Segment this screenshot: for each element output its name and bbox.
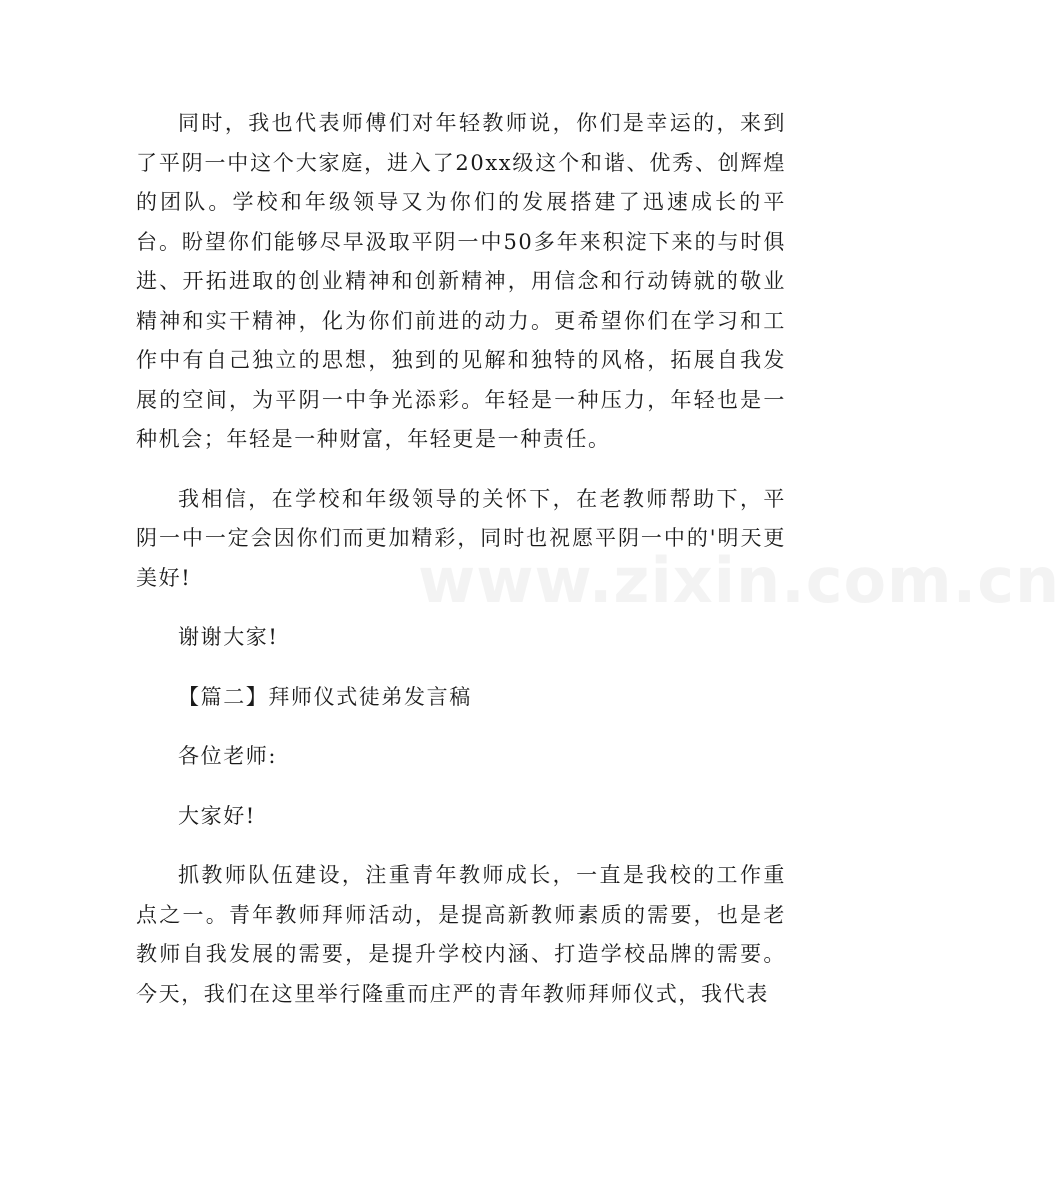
closing-thanks: 谢谢大家!: [178, 625, 279, 649]
section-heading: 【篇二】拜师仪式徒弟发言稿: [178, 684, 472, 709]
paragraph-1: 同时，我也代表师傅们对年轻教师说，你们是幸运的，来到了平阴一中这个大家庭，进入了20xx级这个和谐、优秀、创辉煌的团队。学校和年级领导又为你们的发展搭建了迅速成长的平台。盼望你们能够尽早汲取平阴一中50多年来积淀下来的与时俱进、开拓进取的创业精神和创新精神，用信念和行动铸就的敬业精神和实干精神，化为你们前进的动力。更希望你们在学习和工作中有自己独立的思想，独到的见解和独特的风格，拓展自我发展的空间，为平阴一中争光添彩。年轻是一种压力，年轻也是一种机会；年轻是一种财富，年轻更是一种责任。: [136, 111, 786, 451]
watermark: www.zixin.com.cn: [418, 544, 1060, 617]
document-body: [136, 104, 786, 1014]
paragraph-3: 抓教师队伍建设，注重青年教师成长，一直是我校的工作重点之一。青年教师拜师活动，是提高新教师素质的需要，也是老教师自我发展的需要，是提升学校内涵、打造学校品牌的需要。今天，我们在这里举行隆重而庄严的青年教师拜师仪式，我代表: [136, 863, 786, 1006]
paragraph-2: 我相信，在学校和年级领导的关怀下，在老教师帮助下，平阴一中一定会因你们而更加精彩，同时也祝愿平阴一中的'明天更美好!: [136, 486, 786, 590]
salutation: 各位老师:: [178, 744, 278, 768]
greeting: 大家好!: [178, 803, 256, 828]
